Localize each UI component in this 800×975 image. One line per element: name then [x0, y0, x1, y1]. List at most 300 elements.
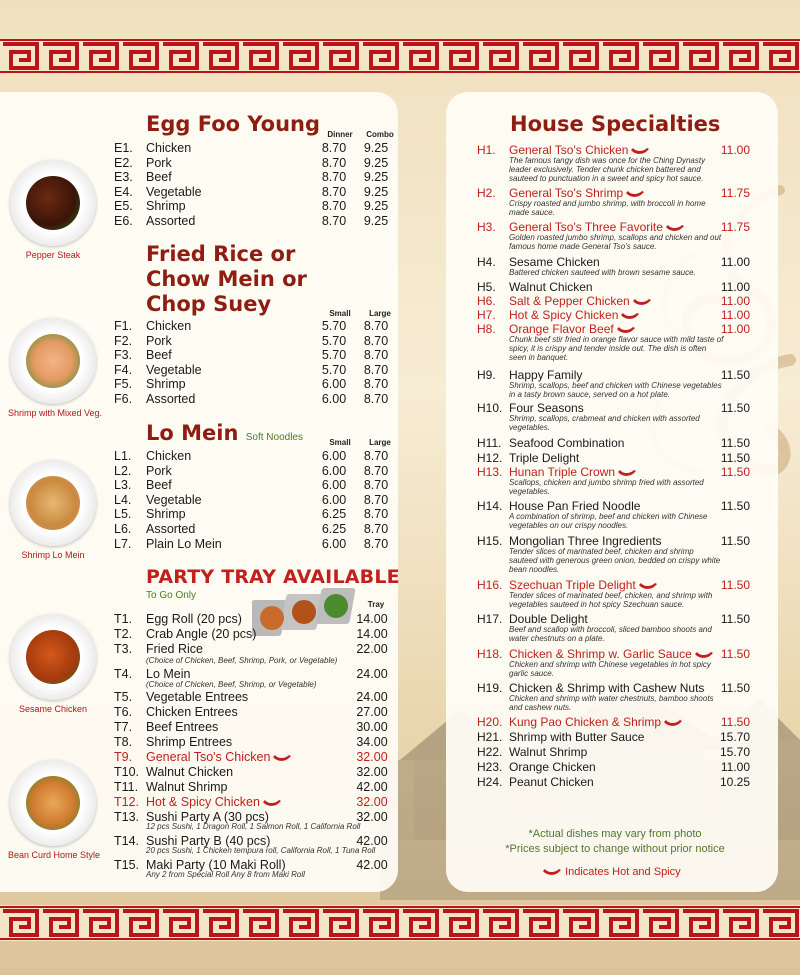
item-name: [509, 715, 683, 729]
item-name: [509, 578, 658, 592]
lo-mein-title-text: Lo Mein: [146, 421, 239, 445]
item-price: 11.00: [720, 308, 750, 322]
menu-item-row: [114, 199, 394, 214]
item-name: Vegetable: [146, 184, 202, 199]
house-item-row: [477, 465, 752, 479]
item-name: Assorted: [146, 392, 196, 406]
chili-pepper-icon: [663, 719, 683, 727]
item-name-text: Lo Mein: [146, 667, 191, 681]
item-name-text: Walnut Shrimp: [509, 745, 588, 759]
item-description: (Choice of Chicken, Beef, Shrimp, or Vegetable): [146, 680, 317, 689]
menu-item-row: [114, 507, 394, 522]
footnote-price-disclaimer: *Prices subject to change without prior notice: [505, 843, 725, 855]
item-price: 6.00: [321, 392, 347, 406]
item-name: Vegetable: [146, 362, 202, 377]
item-name: Vegetable: [146, 492, 202, 507]
col-header-dinner: Dinner: [327, 130, 353, 139]
house-item-row: [477, 401, 752, 415]
house-item-row: [477, 647, 752, 661]
top-border: [0, 38, 800, 74]
photo-pepper-steak: [8, 160, 98, 260]
chili-pepper-icon: [625, 190, 645, 198]
item-name: [509, 681, 704, 695]
house-item-row: [477, 451, 752, 465]
item-name-text: Double Delight: [509, 612, 588, 626]
item-name: Pork: [146, 333, 172, 348]
house-item-row: [477, 760, 752, 774]
bottom-border: [0, 905, 800, 941]
item-price: 42.00: [356, 780, 388, 794]
col-header-combo: Combo: [366, 130, 394, 139]
item-name-text: Hot & Spicy Chicken: [509, 308, 619, 322]
item-name-text: General Tso's Chicken: [509, 143, 629, 157]
item-price: 8.70: [363, 362, 389, 377]
item-price: 8.70: [321, 141, 347, 155]
item-name: Chicken: [146, 449, 192, 463]
item-price: 8.70: [363, 333, 389, 348]
item-description: Shrimp, scallops, crabmeat and chicken with assorted vegetables.: [509, 414, 700, 432]
item-name: [146, 795, 282, 810]
item-name-text: Seafood Combination: [509, 436, 625, 450]
chili-pepper-icon: [665, 224, 685, 232]
item-name: [509, 647, 714, 661]
item-code: H19.: [477, 681, 503, 695]
item-code: L3.: [114, 478, 132, 493]
item-name: [509, 280, 593, 294]
item-code: H22.: [477, 745, 503, 759]
item-price: 27.00: [356, 705, 388, 719]
menu-item-row: [114, 392, 394, 407]
item-price: 9.25: [363, 199, 389, 214]
item-name-text: Sesame Chicken: [509, 255, 600, 269]
item-code: H13.: [477, 465, 503, 479]
item-code: F2.: [114, 333, 133, 348]
item-code: T13.: [114, 810, 140, 824]
item-name: Shrimp: [146, 377, 186, 392]
item-code: H12.: [477, 451, 503, 465]
house-item-row: [477, 578, 752, 592]
item-description: Crispy roasted and jumbo shrimp, with broccoli in home made sauce.: [509, 199, 706, 217]
item-name-text: Salt & Pepper Chicken: [509, 294, 630, 308]
item-price: 14.00: [356, 612, 388, 626]
item-name: [509, 451, 579, 465]
item-code: F3.: [114, 348, 133, 363]
item-code: F5.: [114, 377, 133, 392]
item-code: H16.: [477, 578, 503, 592]
item-name: [146, 780, 228, 795]
item-name: [146, 735, 232, 750]
item-price: 11.00: [720, 143, 750, 157]
house-item-row: [477, 681, 752, 695]
menu-item-row: [114, 348, 394, 363]
house-item-row: [477, 715, 752, 729]
item-price: 8.70: [363, 377, 389, 392]
item-description: 20 pcs Sushi, 1 Chicken tempura roll, California Roll, 1 Tuna Roll: [146, 846, 376, 855]
menu-item-row: [114, 522, 394, 537]
item-price: 6.00: [321, 449, 347, 463]
menu-item-row: [114, 185, 394, 200]
item-name-text: Kung Pao Chicken & Shrimp: [509, 715, 662, 729]
item-code: H24.: [477, 775, 503, 789]
chili-pepper-icon: [694, 651, 714, 659]
item-price: 11.50: [720, 368, 750, 382]
item-code: H21.: [477, 730, 503, 744]
item-name: [509, 534, 662, 548]
item-code: H15.: [477, 534, 503, 548]
item-name: [146, 720, 218, 735]
item-name: Assorted: [146, 214, 196, 228]
item-price: 11.75: [720, 186, 750, 200]
house-item-row: [477, 368, 752, 382]
item-code: T9.: [114, 750, 133, 764]
item-price: 11.00: [720, 255, 750, 269]
photo-caption: Shrimp Lo Mein: [21, 550, 85, 560]
party-tray-item-row: [114, 780, 394, 795]
egg-foo-young-title: Egg Foo Young: [146, 112, 321, 136]
item-name-text: Orange Flavor Beef: [509, 322, 614, 336]
house-item-row: [477, 745, 752, 759]
hot-spicy-legend: [540, 866, 681, 878]
item-name-text: Mongolian Three Ingredients: [509, 534, 662, 548]
item-code: H6.: [477, 294, 496, 308]
item-name: [509, 308, 640, 322]
item-price: 24.00: [356, 667, 388, 681]
item-code: T5.: [114, 690, 133, 704]
item-name-text: Beef Entrees: [146, 720, 219, 734]
item-name-text: Shrimp with Butter Sauce: [509, 730, 645, 744]
item-name-text: Happy Family: [509, 368, 583, 382]
party-tray-item-row: [114, 735, 394, 750]
item-price: 11.50: [720, 451, 750, 465]
item-code: L5.: [114, 507, 132, 522]
item-name: [509, 775, 594, 789]
item-code: T7.: [114, 720, 133, 734]
item-name: Chicken: [146, 319, 192, 333]
item-description: Tender slices of marinated beef, chicken, and shrimp with vegetables sauteed in hot spicy Szechuan sauce.: [509, 591, 713, 609]
item-description: Beef and scallop with broccoli, sliced bamboo shoots and water chestnuts on a plate.: [509, 625, 712, 643]
col-header-large: Large: [369, 309, 391, 318]
item-price: 8.70: [321, 184, 347, 199]
item-code: F4.: [114, 362, 133, 377]
item-name: [146, 627, 256, 642]
menu-item-row: [114, 537, 394, 552]
item-code: L4.: [114, 492, 132, 507]
item-name: Shrimp: [146, 507, 186, 522]
photo-shrimp-mixed-veg: [8, 318, 103, 418]
party-tray-item-row: [114, 690, 394, 705]
item-price: 8.70: [363, 463, 389, 478]
item-name-text: Peanut Chicken: [509, 775, 594, 789]
item-price: 8.70: [363, 392, 389, 406]
item-price: 15.70: [719, 745, 750, 759]
item-name-text: Fried Rice: [146, 642, 203, 656]
house-item-row: [477, 255, 752, 269]
item-name: Beef: [146, 478, 172, 493]
item-name: Shrimp: [146, 199, 186, 214]
item-code: L7.: [114, 536, 132, 551]
item-name-text: Sushi Party B (40 pcs): [146, 834, 271, 848]
house-item-row: [477, 308, 752, 322]
item-code: E2.: [114, 155, 133, 170]
house-item-row: [477, 436, 752, 450]
chili-pepper-icon: [630, 147, 650, 155]
item-name: Pork: [146, 155, 172, 170]
item-price: 32.00: [356, 750, 388, 764]
item-name-text: Szechuan Triple Delight: [509, 578, 636, 592]
item-price: 24.00: [356, 690, 388, 704]
item-name-text: Sushi Party A (30 pcs): [146, 810, 269, 824]
item-price: 6.00: [321, 536, 347, 551]
item-description: Golden roasted jumbo shrimp, scallops and chicken and out famous home made General Tso's sauce.: [509, 233, 722, 251]
item-code: H2.: [477, 186, 496, 200]
chili-pepper-icon: [617, 469, 637, 477]
item-name-text: Walnut Shrimp: [146, 780, 228, 794]
item-price: 5.70: [321, 319, 347, 333]
item-description: (Choice of Chicken, Beef, Shrimp, Pork, or Vegetable): [146, 656, 338, 665]
item-price: 8.70: [321, 170, 347, 185]
chili-pepper-icon: [542, 868, 562, 876]
house-item-row: [477, 294, 752, 308]
item-code: L2.: [114, 463, 132, 478]
item-code: T14.: [114, 834, 140, 848]
item-name-text: Walnut Chicken: [509, 280, 593, 294]
item-name-text: Egg Roll (20 pcs): [146, 612, 242, 626]
item-name-text: Chicken & Shrimp w. Garlic Sauce: [509, 647, 692, 661]
item-code: T2.: [114, 627, 133, 641]
item-code: T8.: [114, 735, 133, 749]
photo-sesame-chicken: [8, 614, 98, 714]
item-name: [146, 765, 233, 780]
item-code: E1.: [114, 141, 133, 155]
item-name: [509, 368, 582, 382]
item-price: 9.25: [363, 214, 389, 228]
item-name-text: Vegetable Entrees: [146, 690, 249, 704]
item-price: 30.00: [356, 720, 388, 734]
item-description: Chicken and shrimp with Chinese vegetables in hot spicy garlic sauce.: [509, 660, 711, 678]
legend-text: Indicates Hot and Spicy: [565, 866, 681, 878]
item-price: 9.25: [363, 155, 389, 170]
house-specialties-title: House Specialties: [510, 112, 721, 136]
item-price: 10.25: [719, 775, 750, 789]
item-description: Chunk beef stir fried in orange flavor sauce with mild taste of spicy, it is crispy and tender inside out. The dish is often seen in banquet.: [509, 335, 724, 362]
party-tray-item-row: [114, 642, 394, 657]
item-name: [509, 220, 685, 234]
item-price: 8.70: [363, 536, 389, 551]
col-header-large: Large: [369, 438, 391, 447]
item-name: [146, 690, 248, 705]
item-code: H9.: [477, 368, 496, 382]
item-code: F6.: [114, 392, 133, 406]
item-name-text: Hot & Spicy Chicken: [146, 795, 260, 809]
item-name: [509, 499, 640, 513]
chili-pepper-icon: [620, 312, 640, 320]
chili-pepper-icon: [262, 799, 282, 807]
menu-item-row: [114, 334, 394, 349]
menu-item-row: [114, 478, 394, 493]
item-name: [509, 143, 650, 157]
menu-item-row: [114, 141, 394, 156]
item-name: [509, 255, 600, 269]
photo-caption: Sesame Chicken: [18, 704, 88, 714]
item-price: 8.70: [321, 155, 347, 170]
photo-caption: Bean Curd Home Style: [8, 850, 101, 860]
item-name: [509, 186, 645, 200]
item-name: [146, 642, 203, 657]
item-code: T12.: [114, 795, 140, 809]
party-tray-item-row: [114, 705, 394, 720]
item-name-text: General Tso's Three Favorite: [509, 220, 663, 234]
item-name: [509, 401, 584, 415]
item-price: 8.70: [321, 199, 347, 214]
item-price: 8.70: [363, 522, 389, 536]
menu-item-row: [114, 156, 394, 171]
item-code: T10.: [114, 765, 140, 779]
item-price: 6.00: [321, 463, 347, 478]
item-price: 8.70: [363, 449, 389, 463]
item-code: H23.: [477, 760, 503, 774]
item-price: 9.25: [363, 170, 389, 185]
item-price: 11.75: [720, 220, 750, 234]
item-description: The famous tangy dish was once for the Ching Dynasty leader exclusively. Tender chunk chicken battered and sauteed to punctuation in a sweet and spicy hot sauce.: [509, 156, 706, 183]
item-code: H10.: [477, 401, 503, 415]
item-price: 8.70: [363, 478, 389, 493]
item-code: T4.: [114, 667, 133, 681]
item-code: E5.: [114, 199, 133, 214]
item-code: E3.: [114, 170, 133, 185]
house-item-row: [477, 730, 752, 744]
item-code: T6.: [114, 705, 133, 719]
item-price: 8.70: [363, 492, 389, 507]
item-description: Chicken and shrimp with water chestnuts, bamboo shoots and cashew nuts.: [509, 694, 714, 712]
photo-shrimp-lo-mein: [8, 460, 98, 560]
item-price: 32.00: [356, 810, 388, 824]
fried-rice-title-line1: Fried Rice or: [146, 242, 296, 266]
item-price: 11.50: [720, 681, 750, 695]
item-price: 42.00: [356, 858, 388, 872]
party-tray-title: PARTY TRAY AVAILABLE: [146, 566, 400, 588]
col-header-small: Small: [329, 438, 351, 447]
photo-bean-curd-home-style: [8, 760, 101, 860]
item-name: Beef: [146, 170, 172, 185]
house-item-row: [477, 534, 752, 548]
item-name: [146, 705, 238, 720]
item-code: T3.: [114, 642, 133, 656]
item-description: Scallops, chicken and jumbo shrimp fried with assorted vegetables.: [509, 478, 704, 496]
chili-pepper-icon: [616, 326, 636, 334]
house-item-row: [477, 612, 752, 626]
item-name-text: Chicken Entrees: [146, 705, 238, 719]
item-name-text: Triple Delight: [509, 451, 580, 465]
item-name: Pork: [146, 463, 172, 478]
item-name: [509, 760, 596, 774]
item-price: 11.00: [720, 294, 750, 308]
item-name-text: Maki Party (10 Maki Roll): [146, 858, 286, 872]
item-code: T11.: [114, 780, 139, 794]
item-price: 11.50: [720, 715, 750, 729]
item-code: H4.: [477, 255, 496, 269]
item-price: 5.70: [321, 348, 347, 363]
menu-item-row: [114, 493, 394, 508]
item-code: L1.: [114, 449, 132, 463]
item-price: 6.00: [321, 478, 347, 493]
item-price: 11.50: [720, 401, 750, 415]
item-code: T1.: [114, 612, 133, 626]
item-description: Shrimp, scallops, beef and chicken with Chinese vegetables in a tasty brown sauce, served on a hot plate.: [509, 381, 722, 399]
item-price: 6.00: [321, 377, 347, 392]
item-price: 14.00: [356, 627, 388, 641]
item-code: E6.: [114, 214, 133, 228]
item-price: 11.50: [720, 465, 750, 479]
item-code: E4.: [114, 184, 133, 199]
item-price: 11.50: [720, 534, 750, 548]
item-price: 5.70: [321, 362, 347, 377]
item-name: [509, 730, 644, 744]
item-price: 9.25: [363, 141, 389, 155]
item-description: Any 2 from Special Roll Any 8 from Maki Roll: [146, 870, 305, 879]
item-code: H5.: [477, 280, 496, 294]
item-description: Battered chicken sauteed with brown sesame sauce.: [509, 268, 696, 277]
house-item-row: [477, 186, 752, 200]
item-price: 15.70: [719, 730, 750, 744]
item-price: 11.50: [720, 578, 750, 592]
chili-pepper-icon: [638, 582, 658, 590]
item-price: 11.50: [720, 647, 750, 661]
menu-item-row: [114, 170, 394, 185]
item-price: 34.00: [356, 735, 388, 749]
item-name-text: Four Seasons: [509, 401, 584, 415]
item-price: 11.50: [720, 499, 750, 513]
house-item-row: [477, 220, 752, 234]
house-item-row: [477, 775, 752, 789]
item-price: 32.00: [356, 765, 388, 779]
item-name: [509, 294, 652, 308]
item-name: Plain Lo Mein: [146, 536, 222, 551]
item-price: 5.70: [321, 333, 347, 348]
item-code: H20.: [477, 715, 503, 729]
item-price: 42.00: [356, 834, 388, 848]
party-tray-item-row: [114, 720, 394, 735]
menu-item-row: [114, 449, 394, 464]
menu-item-row: [114, 363, 394, 378]
item-code: H8.: [477, 322, 496, 336]
party-tray-subtitle: To Go Only: [146, 590, 197, 601]
item-name: [509, 436, 624, 450]
item-name: [509, 612, 588, 626]
item-description: 12 pcs Sushi, 1 Dragon Roll, 1 Salmon Roll, 1 California Roll: [146, 822, 361, 831]
item-name: [509, 465, 637, 479]
item-name: Beef: [146, 348, 172, 363]
chili-pepper-icon: [272, 754, 292, 762]
item-name: [146, 750, 292, 765]
item-name-text: Orange Chicken: [509, 760, 596, 774]
item-description: Tender slices of marinated beef, chicken and shrimp sauteed with generous green onion, bedded on crispy white bean noodles.: [509, 547, 721, 574]
item-name-text: Walnut Chicken: [146, 765, 234, 779]
item-price: 8.70: [363, 348, 389, 363]
item-name-text: General Tso's Shrimp: [509, 186, 624, 200]
party-tray-item-row: [114, 627, 394, 642]
item-price: 32.00: [356, 795, 388, 809]
photo-caption: Pepper Steak: [25, 250, 81, 260]
house-item-row: [477, 499, 752, 513]
item-name-text: Shrimp Entrees: [146, 735, 233, 749]
menu-item-row: [114, 319, 394, 334]
fried-rice-title-line3: Chop Suey: [146, 292, 272, 316]
item-code: H1.: [477, 143, 496, 157]
item-code: F1.: [114, 319, 133, 333]
item-code: L6.: [114, 522, 132, 536]
item-price: 8.70: [363, 319, 389, 333]
item-price: 6.25: [321, 522, 347, 536]
